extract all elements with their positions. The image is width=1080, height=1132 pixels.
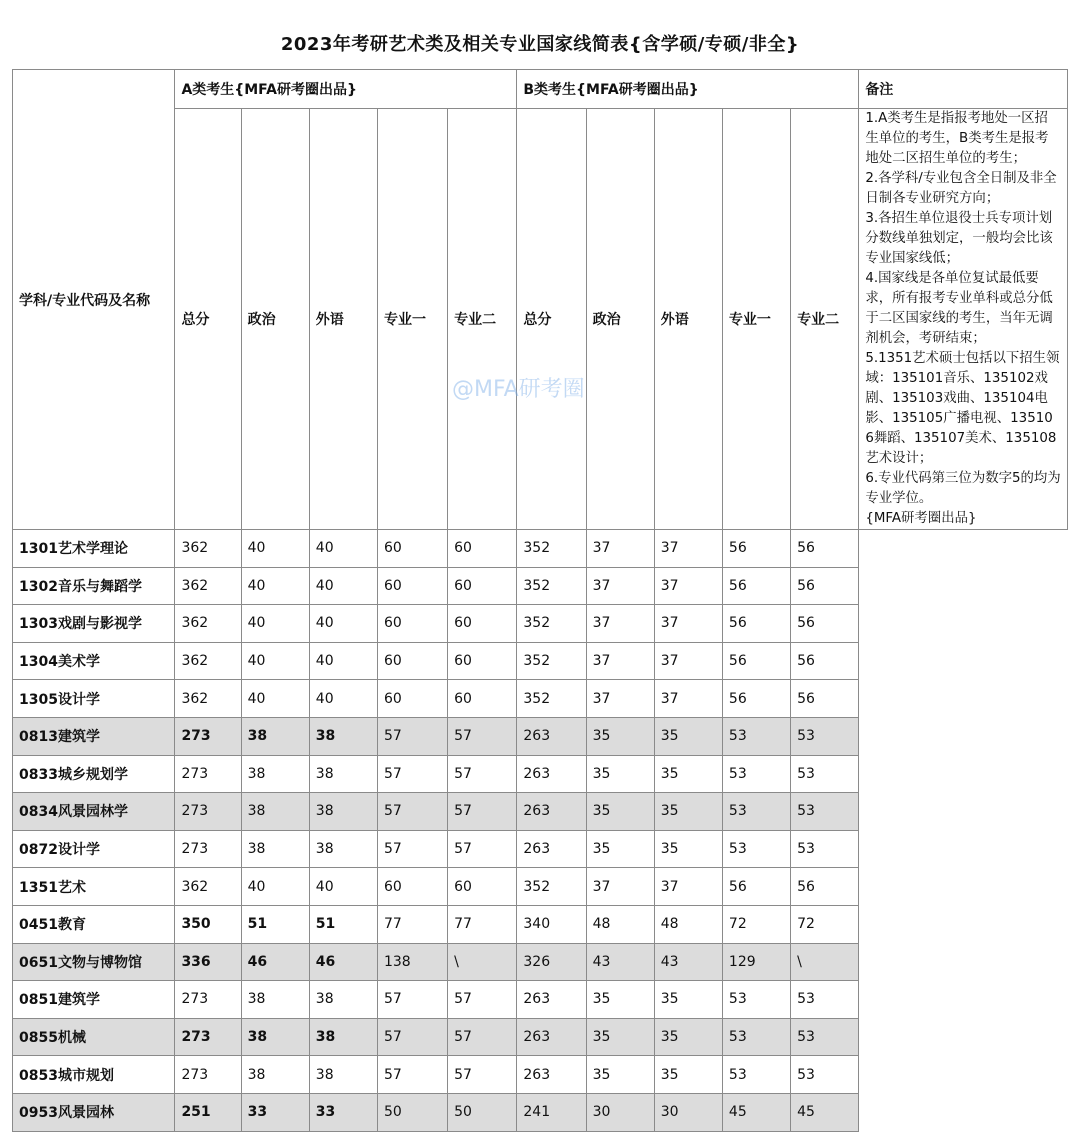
table-row <box>13 943 1068 981</box>
b-politics: 37 <box>586 530 654 568</box>
a-total: 336 <box>175 943 241 981</box>
a-major2: 57 <box>448 1056 517 1094</box>
a-total: 362 <box>175 868 241 906</box>
a-major2: 57 <box>448 1018 517 1056</box>
b-major2: 53 <box>791 830 859 868</box>
a-politics: 40 <box>241 530 309 568</box>
a-language: 38 <box>309 830 377 868</box>
b-language: 37 <box>654 530 722 568</box>
a-politics: 51 <box>241 905 309 943</box>
a-language: 38 <box>309 1056 377 1094</box>
a-language: 33 <box>309 1093 377 1131</box>
a-politics: 33 <box>241 1093 309 1131</box>
b-politics: 37 <box>586 680 654 718</box>
table-row <box>13 905 1068 943</box>
table-row <box>13 755 1068 793</box>
b-major1: 53 <box>722 717 790 755</box>
a-language: 51 <box>309 905 377 943</box>
b-politics: 35 <box>586 981 654 1019</box>
b-major1: 45 <box>722 1093 790 1131</box>
a-language: 40 <box>309 567 377 605</box>
b-major2: \ <box>791 943 859 981</box>
a-major2: 57 <box>448 830 517 868</box>
a-major1: 57 <box>377 717 447 755</box>
b-language: 37 <box>654 868 722 906</box>
b-major1: 56 <box>722 868 790 906</box>
b-politics: 37 <box>586 605 654 643</box>
b-total-header: 总分 <box>517 109 586 530</box>
b-major2: 45 <box>791 1093 859 1131</box>
b-major2: 56 <box>791 605 859 643</box>
b-language: 37 <box>654 605 722 643</box>
b-major1: 53 <box>722 830 790 868</box>
a-politics: 38 <box>241 755 309 793</box>
b-total: 241 <box>517 1093 586 1131</box>
b-total: 263 <box>517 717 586 755</box>
table-row <box>13 868 1068 906</box>
b-total: 352 <box>517 680 586 718</box>
a-major1: 57 <box>377 830 447 868</box>
b-major1: 56 <box>722 642 790 680</box>
a-major2: 60 <box>448 868 517 906</box>
b-major2: 56 <box>791 567 859 605</box>
notes-column-header: 备注 <box>859 70 1068 109</box>
a-language: 38 <box>309 981 377 1019</box>
b-total: 352 <box>517 642 586 680</box>
a-major2: 60 <box>448 530 517 568</box>
subject-name: 0851建筑学 <box>13 981 175 1019</box>
a-politics: 40 <box>241 680 309 718</box>
b-major1: 53 <box>722 1056 790 1094</box>
table-row <box>13 981 1068 1019</box>
a-major2: 60 <box>448 642 517 680</box>
b-total: 352 <box>517 567 586 605</box>
a-major1: 60 <box>377 530 447 568</box>
a-language: 40 <box>309 642 377 680</box>
b-major2: 53 <box>791 755 859 793</box>
b-total: 263 <box>517 981 586 1019</box>
a-politics: 38 <box>241 717 309 755</box>
a-total: 362 <box>175 567 241 605</box>
note-2: 2.各学科/专业包含全日制及非全日制各专业研究方向； <box>865 171 1057 206</box>
a-politics: 38 <box>241 793 309 831</box>
b-language: 35 <box>654 981 722 1019</box>
a-major1: 60 <box>377 680 447 718</box>
table-row <box>13 717 1068 755</box>
a-total: 273 <box>175 830 241 868</box>
b-politics: 43 <box>586 943 654 981</box>
b-language: 35 <box>654 755 722 793</box>
b-total: 352 <box>517 530 586 568</box>
table-row <box>13 830 1068 868</box>
a-politics: 38 <box>241 830 309 868</box>
table-row <box>13 793 1068 831</box>
b-total: 263 <box>517 1018 586 1056</box>
a-major1: 60 <box>377 868 447 906</box>
table-row <box>13 1018 1068 1056</box>
b-language: 37 <box>654 567 722 605</box>
a-total: 350 <box>175 905 241 943</box>
a-total: 362 <box>175 642 241 680</box>
b-politics: 35 <box>586 755 654 793</box>
a-language: 38 <box>309 755 377 793</box>
a-politics: 46 <box>241 943 309 981</box>
subject-name: 0833城乡规划学 <box>13 755 175 793</box>
b-major2: 56 <box>791 868 859 906</box>
table-row <box>13 680 1068 718</box>
a-major1: 77 <box>377 905 447 943</box>
a-major1: 60 <box>377 642 447 680</box>
a-major1: 57 <box>377 755 447 793</box>
a-language-header: 外语 <box>309 109 377 530</box>
a-total: 273 <box>175 755 241 793</box>
subject-name: 1301艺术学理论 <box>13 530 175 568</box>
subject-name: 0855机械 <box>13 1018 175 1056</box>
a-language: 46 <box>309 943 377 981</box>
subject-name: 1302音乐与舞蹈学 <box>13 567 175 605</box>
a-major2: 60 <box>448 680 517 718</box>
table-row <box>13 1093 1068 1131</box>
a-major1: 57 <box>377 1018 447 1056</box>
b-politics: 30 <box>586 1093 654 1131</box>
a-total-header: 总分 <box>175 109 241 530</box>
a-major1: 50 <box>377 1093 447 1131</box>
a-language: 38 <box>309 717 377 755</box>
b-major2-header: 专业二 <box>791 109 859 530</box>
b-major2: 53 <box>791 981 859 1019</box>
a-total: 273 <box>175 717 241 755</box>
note-4: 4.国家线是各单位复试最低要求，所有报考专业单科或总分低于二区国家线的考生，当年无调剂机会，考研结束； <box>865 271 1053 346</box>
note-6: 6.专业代码第三位为数字5的均为专业学位。 <box>865 471 1061 506</box>
a-major1: 60 <box>377 605 447 643</box>
b-language: 30 <box>654 1093 722 1131</box>
a-major1: 57 <box>377 793 447 831</box>
b-language: 37 <box>654 680 722 718</box>
b-language-header: 外语 <box>654 109 722 530</box>
a-major2: 50 <box>448 1093 517 1131</box>
b-total: 352 <box>517 868 586 906</box>
a-major1: 57 <box>377 1056 447 1094</box>
note-5: 5.1351艺术硕士包括以下招生领域：135101音乐、135102戏剧、135103戏曲、135104电影、135105广播电视、135106舞蹈、135107美术、135108艺术设计； <box>865 351 1060 466</box>
note-1: 1.A类考生是指报考地处一区招生单位的考生，B类考生是报考地处二区招生单位的考生； <box>865 111 1049 166</box>
a-total: 362 <box>175 530 241 568</box>
a-major2: \ <box>448 943 517 981</box>
a-total: 251 <box>175 1093 241 1131</box>
b-major1: 53 <box>722 793 790 831</box>
subject-name: 1304美术学 <box>13 642 175 680</box>
table-row <box>13 1056 1068 1094</box>
a-major2: 57 <box>448 981 517 1019</box>
b-politics-header: 政治 <box>586 109 654 530</box>
b-politics: 48 <box>586 905 654 943</box>
b-major2: 53 <box>791 717 859 755</box>
b-major1: 53 <box>722 755 790 793</box>
subject-name: 0834风景园林学 <box>13 793 175 831</box>
b-language: 35 <box>654 830 722 868</box>
a-language: 40 <box>309 605 377 643</box>
notes-cell <box>859 109 1068 530</box>
subject-name: 1303戏剧与影视学 <box>13 605 175 643</box>
a-politics: 40 <box>241 642 309 680</box>
b-politics: 35 <box>586 793 654 831</box>
b-major1-header: 专业一 <box>722 109 790 530</box>
note-7: {MFA研考圈出品} <box>865 511 977 526</box>
a-politics-header: 政治 <box>241 109 309 530</box>
subject-name: 0953风景园林 <box>13 1093 175 1131</box>
b-major2: 53 <box>791 1018 859 1056</box>
b-politics: 35 <box>586 1056 654 1094</box>
a-language: 38 <box>309 793 377 831</box>
a-language: 40 <box>309 680 377 718</box>
b-politics: 37 <box>586 642 654 680</box>
b-language: 35 <box>654 1018 722 1056</box>
b-total: 352 <box>517 605 586 643</box>
b-politics: 37 <box>586 567 654 605</box>
a-major1: 138 <box>377 943 447 981</box>
b-major2: 53 <box>791 1056 859 1094</box>
b-major1: 53 <box>722 981 790 1019</box>
b-major2: 56 <box>791 680 859 718</box>
group-a-header: A类考生{MFA研考圈出品} <box>175 70 517 109</box>
table-row <box>13 567 1068 605</box>
a-total: 362 <box>175 605 241 643</box>
b-total: 326 <box>517 943 586 981</box>
a-total: 273 <box>175 1056 241 1094</box>
note-3: 3.各招生单位退役士兵专项计划分数线单独划定，一般均会比该专业国家线低； <box>865 211 1053 266</box>
a-language: 40 <box>309 530 377 568</box>
a-major2: 57 <box>448 717 517 755</box>
a-politics: 38 <box>241 981 309 1019</box>
subject-name: 1351艺术 <box>13 868 175 906</box>
a-politics: 40 <box>241 868 309 906</box>
b-total: 263 <box>517 793 586 831</box>
b-politics: 35 <box>586 1018 654 1056</box>
a-politics: 38 <box>241 1056 309 1094</box>
b-major2: 72 <box>791 905 859 943</box>
a-major1-header: 专业一 <box>377 109 447 530</box>
a-major2-header: 专业二 <box>448 109 517 530</box>
b-politics: 35 <box>586 830 654 868</box>
b-total: 340 <box>517 905 586 943</box>
a-language: 38 <box>309 1018 377 1056</box>
a-language: 40 <box>309 868 377 906</box>
a-major2: 60 <box>448 605 517 643</box>
b-major1: 56 <box>722 530 790 568</box>
table-row <box>13 642 1068 680</box>
header-row-groups <box>13 70 1068 109</box>
subject-name: 0872设计学 <box>13 830 175 868</box>
subject-column-header: 学科/专业代码及名称 <box>13 70 175 530</box>
b-total: 263 <box>517 1056 586 1094</box>
a-major1: 60 <box>377 567 447 605</box>
table-row <box>13 530 1068 568</box>
subject-name: 0853城市规划 <box>13 1056 175 1094</box>
a-total: 362 <box>175 680 241 718</box>
b-major1: 56 <box>722 680 790 718</box>
a-total: 273 <box>175 981 241 1019</box>
b-total: 263 <box>517 755 586 793</box>
b-language: 37 <box>654 642 722 680</box>
a-major2: 57 <box>448 755 517 793</box>
a-total: 273 <box>175 1018 241 1056</box>
b-language: 48 <box>654 905 722 943</box>
b-language: 35 <box>654 1056 722 1094</box>
b-major1: 72 <box>722 905 790 943</box>
b-language: 35 <box>654 793 722 831</box>
a-politics: 40 <box>241 567 309 605</box>
a-major2: 60 <box>448 567 517 605</box>
subject-name: 0451教育 <box>13 905 175 943</box>
b-total: 263 <box>517 830 586 868</box>
a-politics: 38 <box>241 1018 309 1056</box>
a-major2: 77 <box>448 905 517 943</box>
b-politics: 35 <box>586 717 654 755</box>
subject-name: 1305设计学 <box>13 680 175 718</box>
page-title: 2023年考研艺术类及相关专业国家线简表{含学硕/专硕/非全} <box>280 34 800 55</box>
b-major2: 56 <box>791 642 859 680</box>
b-politics: 37 <box>586 868 654 906</box>
a-total: 273 <box>175 793 241 831</box>
a-politics: 40 <box>241 605 309 643</box>
b-language: 35 <box>654 717 722 755</box>
a-major2: 57 <box>448 793 517 831</box>
b-major1: 56 <box>722 567 790 605</box>
table-row <box>13 605 1068 643</box>
b-major1: 56 <box>722 605 790 643</box>
b-major1: 53 <box>722 1018 790 1056</box>
subject-name: 0651文物与博物馆 <box>13 943 175 981</box>
score-table <box>12 69 1068 1132</box>
b-major2: 53 <box>791 793 859 831</box>
b-major2: 56 <box>791 530 859 568</box>
b-major1: 129 <box>722 943 790 981</box>
group-b-header: B类考生{MFA研考圈出品} <box>517 70 859 109</box>
subject-name: 0813建筑学 <box>13 717 175 755</box>
b-language: 43 <box>654 943 722 981</box>
watermark: @MFA研考圈 <box>452 377 585 402</box>
a-major1: 57 <box>377 981 447 1019</box>
